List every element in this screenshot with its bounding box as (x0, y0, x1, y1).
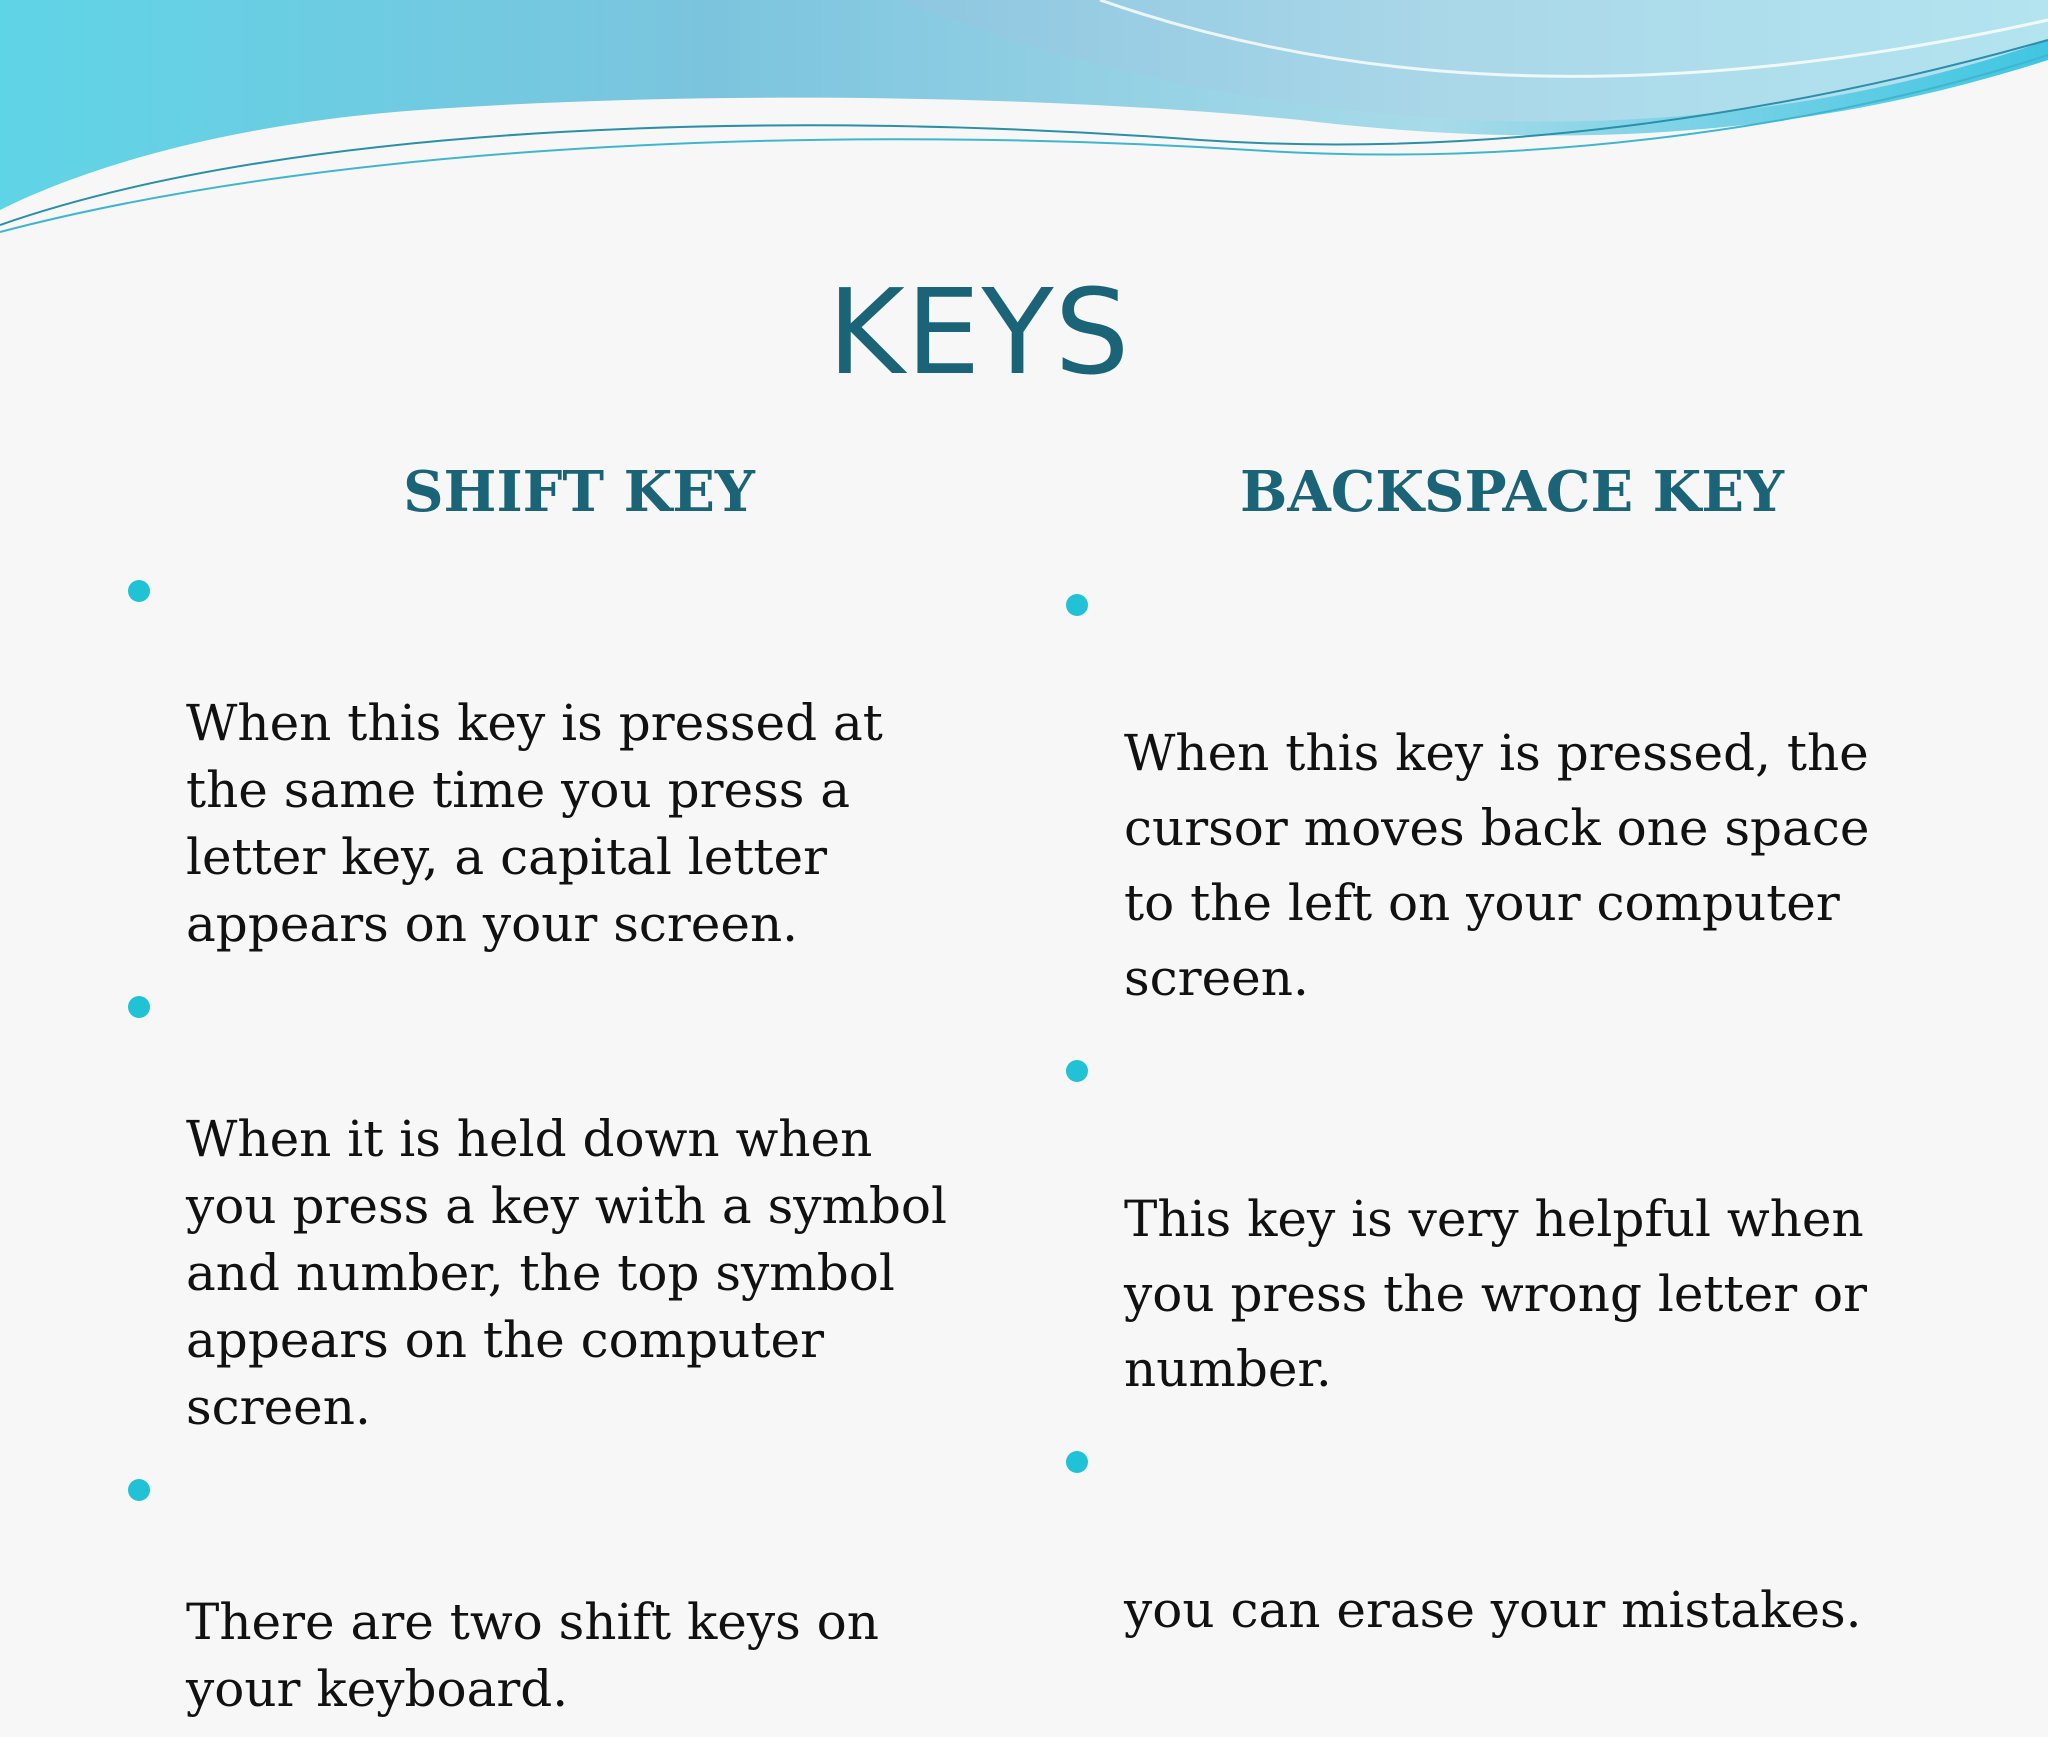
slide-title: KEYS (827, 263, 1131, 401)
backspace-key-column (1062, 452, 1962, 1664)
bullet-dot-icon (1066, 1060, 1088, 1082)
bullet-text: you can erase your mistakes. (1124, 1581, 1862, 1639)
shift-key-bullet-list (124, 556, 1004, 1723)
bullet-text: There are two shift keys on your keyboard. (186, 1593, 879, 1718)
backspace-key-bullet-list (1062, 566, 1962, 1648)
bullet-text: When it is held down when you press a key with a symbol and number, the top symbol appears on the computer screen. (186, 1110, 947, 1436)
list-item (1062, 1032, 1962, 1407)
shift-key-column (124, 452, 1004, 1737)
list-item (1062, 566, 1962, 1016)
bullet-dot-icon (128, 580, 150, 602)
bullet-dot-icon (128, 996, 150, 1018)
bullet-text: This key is very helpful when you press the wrong letter or number. (1124, 1190, 1867, 1398)
wave-banner-decoration (0, 0, 2048, 240)
bullet-dot-icon (1066, 1451, 1088, 1473)
list-item (1062, 1423, 1962, 1648)
list-item (124, 556, 1004, 958)
list-item (124, 1455, 1004, 1723)
bullet-text: When this key is pressed at the same time you press a letter key, a capital letter appears on your screen. (186, 694, 883, 953)
list-item (124, 972, 1004, 1441)
shift-key-heading: SHIFT KEY (403, 459, 755, 525)
backspace-key-heading: BACKSPACE KEY (1239, 459, 1785, 525)
bullet-dot-icon (1066, 594, 1088, 616)
bullet-dot-icon (128, 1479, 150, 1501)
bullet-text: When this key is pressed, the cursor moves back one space to the left on your computer screen. (1124, 724, 1870, 1007)
